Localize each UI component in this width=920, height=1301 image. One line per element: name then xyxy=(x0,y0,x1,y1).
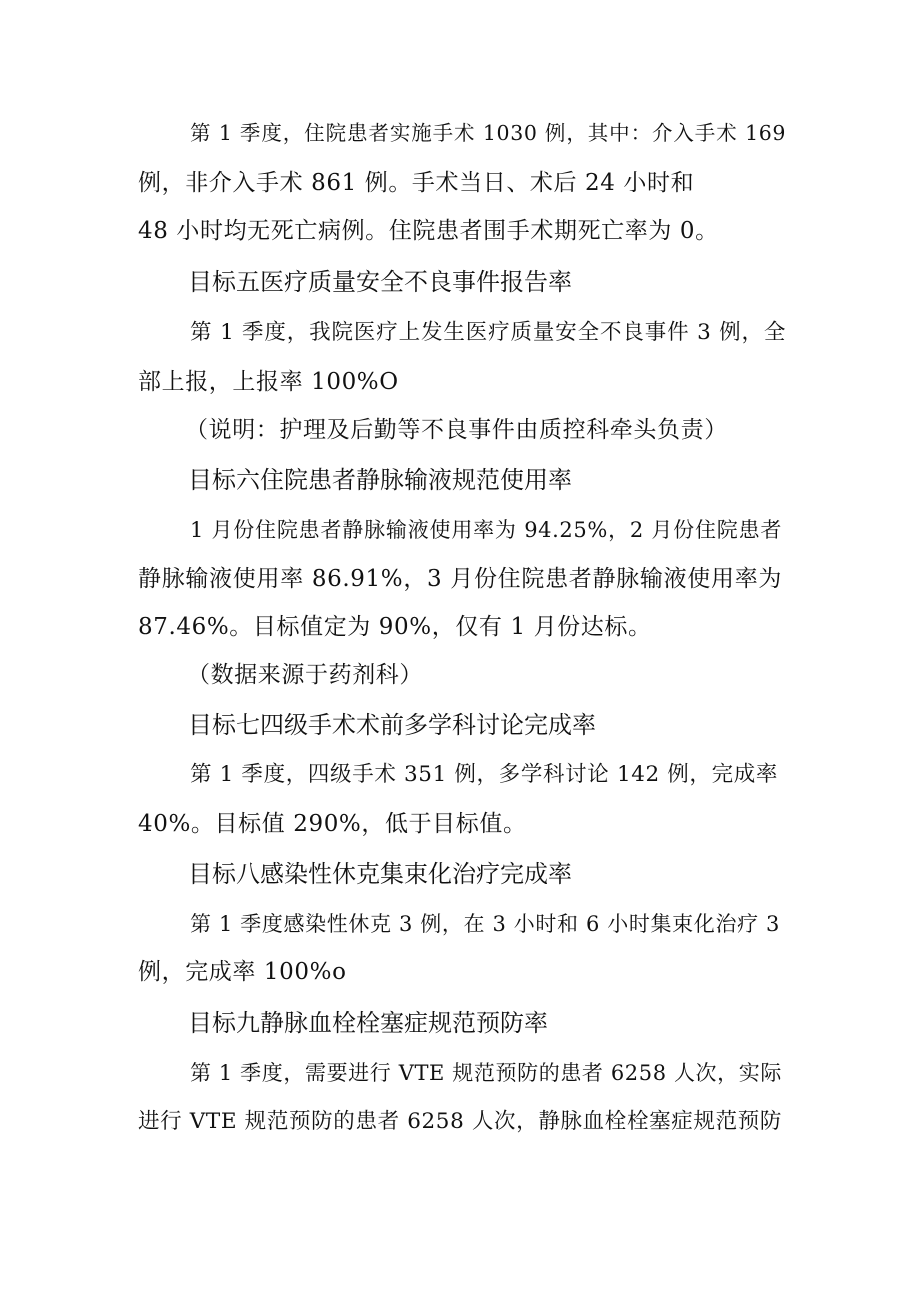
target-6-paragraph-line-3: 87.46%。目标值定为 90%，仅有 1 月份达标。 xyxy=(138,614,652,640)
target-5-note: （说明：护理及后勤等不良事件由质控科牵头负责） xyxy=(185,417,728,443)
target-6-paragraph-line-2: 静脉输液使用率 86.91%，3 月份住院患者静脉输液使用率为 xyxy=(138,566,782,592)
target-9-paragraph-line-1: 第 1 季度，需要进行 VTE 规范预防的患者 6258 人次，实际 xyxy=(190,1061,782,1085)
target-6-heading: 目标六住院患者静脉输液规范使用率 xyxy=(188,466,572,494)
target-7-heading: 目标七四级手术术前多学科讨论完成率 xyxy=(188,711,596,739)
target-6-note: （数据来源于药剂科） xyxy=(187,662,423,688)
target-6-paragraph-line-1: 1 月份住院患者静脉输液使用率为 94.25%，2 月份住院患者 xyxy=(190,518,782,542)
surgery-paragraph-line-1: 第 1 季度，住院患者实施手术 1030 例，其中：介入手术 169 xyxy=(190,121,786,145)
target-5-paragraph-line-2: 部上报，上报率 100%O xyxy=(138,369,399,395)
target-5-heading: 目标五医疗质量安全不良事件报告率 xyxy=(188,268,572,296)
target-9-paragraph-line-2: 进行 VTE 规范预防的患者 6258 人次，静脉血栓栓塞症规范预防 xyxy=(138,1109,782,1134)
target-7-paragraph-line-1: 第 1 季度，四级手术 351 例，多学科讨论 142 例，完成率 xyxy=(190,762,778,787)
target-7-paragraph-line-2: 40%。目标值 290%，低于目标值。 xyxy=(138,811,527,837)
surgery-paragraph-line-2: 例，非介入手术 861 例。手术当日、术后 24 小时和 xyxy=(138,170,695,196)
target-8-heading: 目标八感染性休克集束化治疗完成率 xyxy=(188,860,572,888)
target-5-paragraph-line-1: 第 1 季度，我院医疗上发生医疗质量安全不良事件 3 例，全 xyxy=(190,320,786,345)
target-8-paragraph-line-1: 第 1 季度感染性休克 3 例，在 3 小时和 6 小时集束化治疗 3 xyxy=(190,912,780,936)
target-9-heading: 目标九静脉血栓栓塞症规范预防率 xyxy=(188,1009,548,1037)
target-8-paragraph-line-2: 例，完成率 100%o xyxy=(138,959,347,985)
surgery-paragraph-line-3: 48 小时均无死亡病例。住院患者围手术期死亡率为 0。 xyxy=(138,218,719,244)
